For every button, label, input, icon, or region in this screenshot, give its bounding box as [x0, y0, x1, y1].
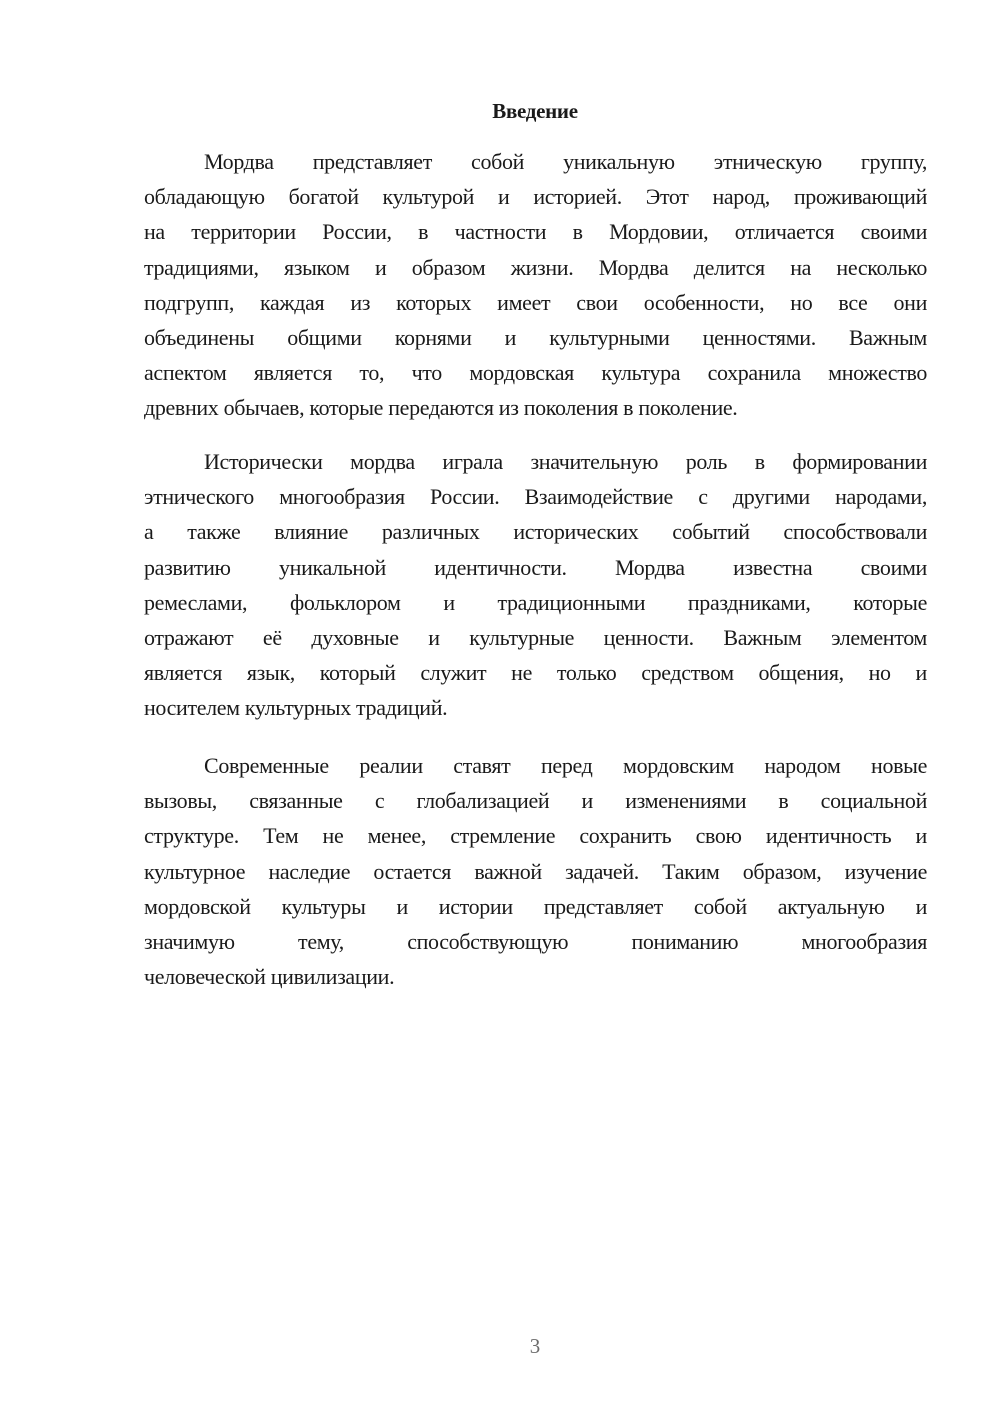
text-line: а также влияние различных исторических событий способствовали [144, 519, 927, 545]
text-line: человеческой цивилизации. [144, 964, 395, 990]
paragraph-1 [144, 144, 927, 426]
text-line: развитию уникальной идентичности. Мордва известна своими [144, 554, 927, 580]
text-line: структуре. Тем не менее, стремление сохранить свою идентичность и [144, 823, 927, 849]
text-line: культурное наследие остается важной задачей. Таким образом, изучение [144, 858, 927, 884]
text-line: Мордва представляет собой уникальную этническую группу, [204, 149, 927, 174]
text-line: носителем культурных традиций. [144, 695, 448, 721]
text-line: традициями, языком и образом жизни. Мордва делится на несколько [144, 254, 927, 280]
text-line: значимую тему, способствующую пониманию многообразия [144, 928, 927, 954]
section-heading: Введение [492, 99, 578, 123]
text-line: аспектом является то, что мордовская культура сохранила множество [144, 360, 927, 386]
text-line: является язык, который служит не только средством общения, но и [144, 660, 927, 686]
paragraph-2 [144, 444, 927, 726]
text-line: ремеслами, фольклором и традиционными праздниками, которые [144, 589, 927, 615]
text-line: Современные реалии ставят перед мордовским народом новые [204, 753, 927, 778]
text-line: Исторически мордва играла значительную роль в формировании [204, 449, 927, 474]
paragraph-3 [144, 748, 927, 994]
text-line: мордовской культуры и истории представляет собой актуальную и [144, 893, 927, 919]
text-line: на территории России, в частности в Мордовии, отличается своими [144, 219, 927, 245]
text-line: обладающую богатой культурой и историей. Этот народ, проживающий [144, 184, 927, 210]
text-line: отражают её духовные и культурные ценности. Важным элементом [144, 624, 927, 650]
text-line: объединены общими корнями и культурными ценностями. Важным [144, 324, 927, 350]
text-line: подгрупп, каждая из которых имеет свои особенности, но все они [144, 289, 927, 315]
page-number: 3 [529, 1334, 541, 1358]
text-line: древних обычаев, которые передаются из поколения в поколение. [144, 395, 738, 421]
text-line: вызовы, связанные с глобализацией и изменениями в социальной [144, 788, 927, 814]
text-line: этнического многообразия России. Взаимодействие с другими народами, [144, 484, 927, 510]
